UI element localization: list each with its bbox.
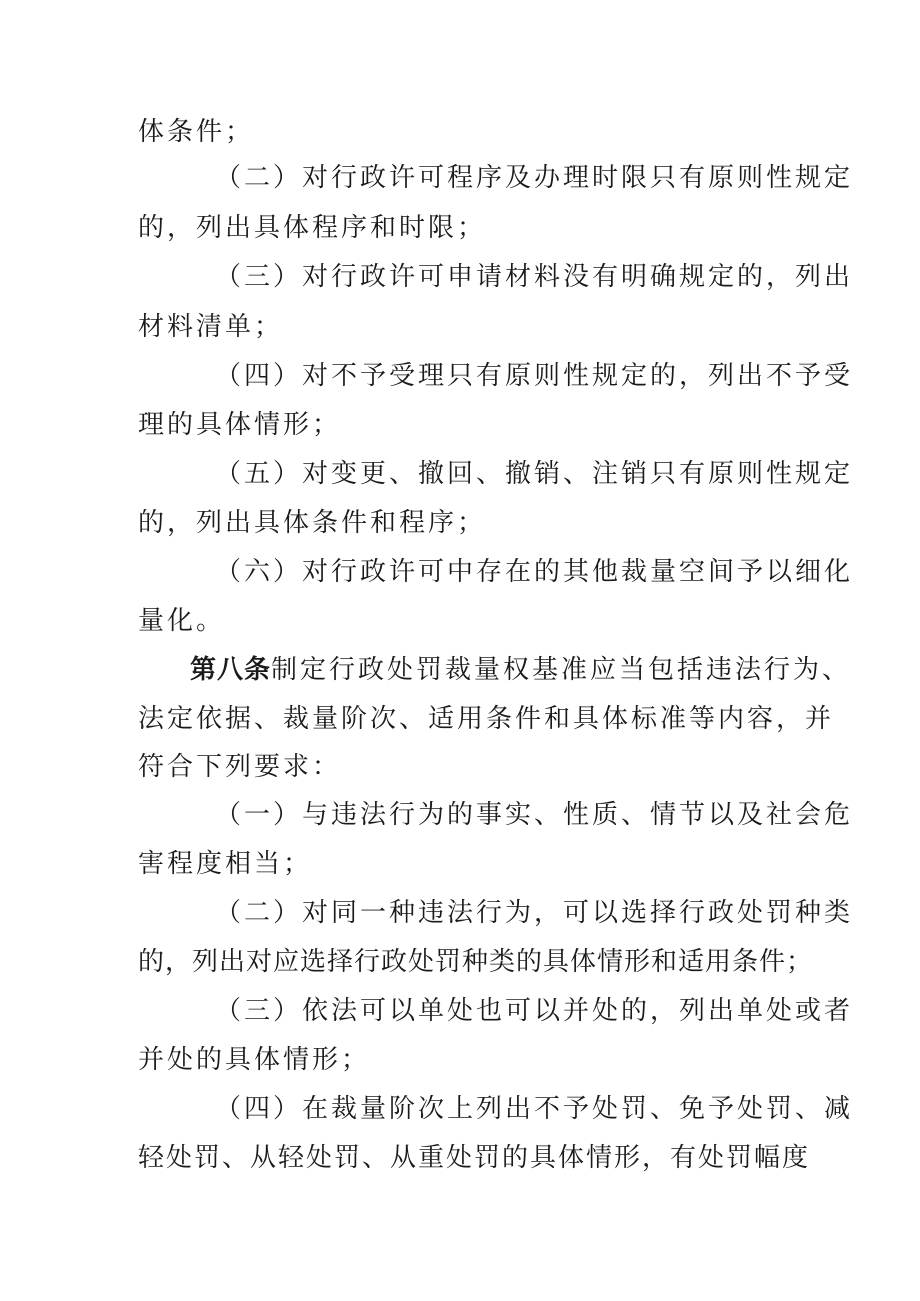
text-line: 的，列出具体程序和时限； bbox=[138, 213, 487, 243]
text-line: 害程度相当； bbox=[138, 849, 313, 879]
text-line: 并处的具体情形； bbox=[138, 1045, 371, 1075]
text-line: 的，列出具体条件和程序； bbox=[138, 508, 487, 538]
text-line: 制定行政处罚裁量权基准应当包括违法行为、 bbox=[271, 655, 852, 685]
text-line: 理的具体情形； bbox=[138, 410, 342, 440]
text-line: （五）对变更、撤回、撤销、注销只有原则性规定 bbox=[215, 459, 854, 489]
text-line: （三）依法可以单处也可以并处的，列出单处或者 bbox=[215, 996, 854, 1026]
text-line: 体条件； bbox=[138, 117, 255, 147]
text-line: （一）与违法行为的事实、性质、情节以及社会危 bbox=[215, 800, 854, 830]
text-line: 的，列出对应选择行政处罚种类的具体情形和适用条件； bbox=[138, 947, 814, 977]
text-line: （二）对同一种违法行为，可以选择行政处罚种类 bbox=[215, 898, 854, 928]
text-line: （四）在裁量阶次上列出不予处罚、免予处罚、减 bbox=[215, 1094, 854, 1124]
text-line: 法定依据、裁量阶次、适用条件和具体标准等内容，并 bbox=[138, 704, 835, 734]
text-line: 量化。 bbox=[138, 606, 226, 636]
text-line: 轻处罚、从轻处罚、从重处罚的具体情形，有处罚幅度 bbox=[138, 1143, 811, 1173]
text-line: （三）对行政许可申请材料没有明确规定的，列出 bbox=[215, 262, 854, 292]
article-line bbox=[190, 655, 851, 687]
text-line: （二）对行政许可程序及办理时限只有原则性规定 bbox=[215, 163, 854, 193]
text-line: 材料清单； bbox=[138, 312, 284, 342]
text-line: 符合下列要求： bbox=[138, 752, 342, 782]
text-line: （六）对行政许可中存在的其他裁量空间予以细化 bbox=[215, 557, 854, 587]
text-line: （四）对不予受理只有原则性规定的，列出不予受 bbox=[215, 361, 854, 391]
article-label: 第八条 bbox=[190, 655, 272, 685]
